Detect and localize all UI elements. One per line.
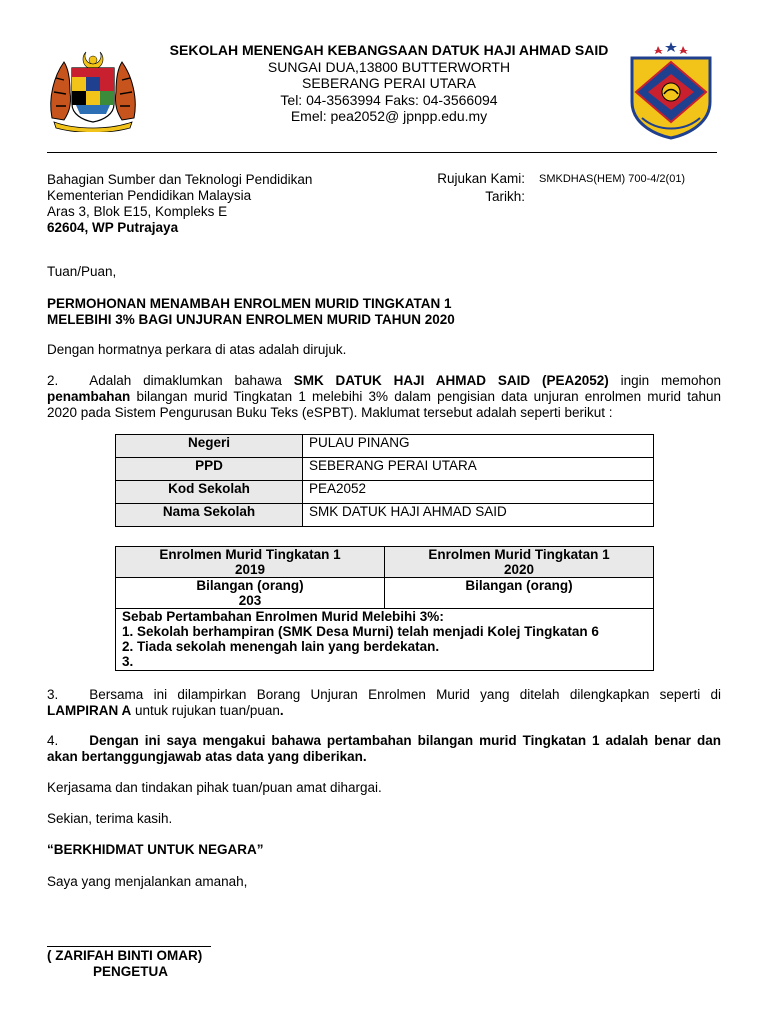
paragraph-4 xyxy=(47,733,721,765)
reason-item: 2. Tiada sekolah menengah lain yang berdekatan. xyxy=(122,639,440,654)
para2-text-2: ingin memohon xyxy=(608,373,721,388)
enrol-count-2020 xyxy=(385,578,654,609)
school-crest-icon xyxy=(628,40,714,140)
info-label: PPD xyxy=(116,458,303,481)
reference-block xyxy=(400,170,730,205)
para2-text-1: Adalah dimaklumkan bahawa xyxy=(89,373,294,388)
reason-item: 1. Sekolah berhampiran (SMK Desa Murni) telah menjadi Kolej Tingkatan 6 xyxy=(122,624,599,639)
recipient-line-2: Kementerian Pendidikan Malaysia xyxy=(47,188,252,203)
para4-number: 4. xyxy=(47,733,59,748)
header-divider xyxy=(47,152,717,153)
reason-title: Sebab Pertambahan Enrolmen Murid Melebihi 3%: xyxy=(122,609,444,624)
info-label: Nama Sekolah xyxy=(116,504,303,527)
signature-line xyxy=(47,946,211,947)
para3-text-2: untuk rujukan tuan/puan xyxy=(131,703,280,718)
enrol-header-text: Enrolmen Murid Tingkatan 1 xyxy=(428,547,610,562)
para2-number: 2. xyxy=(47,373,59,388)
info-label: Negeri xyxy=(116,435,303,458)
subject-line-2: MELEBIHI 3% BAGI UNJURAN ENROLMEN MURID TAHUN 2020 xyxy=(47,312,455,327)
enrol-count-2019 xyxy=(116,578,385,609)
para2-school: SMK DATUK HAJI AHMAD SAID (PEA2052) xyxy=(293,373,609,388)
paragraph-1: Dengan hormatnya perkara di atas adalah dirujuk. xyxy=(47,342,347,357)
enrol-header-year: 2020 xyxy=(503,562,535,577)
closing: Saya yang menjalankan amanah, xyxy=(47,874,248,889)
table-row xyxy=(116,481,654,504)
signatory-name: ( ZARIFAH BINTI OMAR) xyxy=(47,948,203,963)
table-row xyxy=(116,504,654,527)
info-value: PEA2052 xyxy=(303,481,654,504)
para4-text: Dengan ini saya mengakui bahawa pertambahan bilangan murid Tingkatan 1 adalah benar dan akan bertanggungjawab atas data yang diberikan. xyxy=(47,733,721,764)
paragraph-3 xyxy=(47,687,721,719)
school-address: SUNGAI DUA,13800 BUTTERWORTH xyxy=(267,58,511,75)
enrolment-table xyxy=(115,546,654,671)
motto: “BERKHIDMAT UNTUK NEGARA” xyxy=(47,842,264,857)
table-row xyxy=(116,435,654,458)
paragraph-6: Sekian, terima kasih. xyxy=(47,811,173,826)
subject xyxy=(47,296,455,328)
paragraph-5: Kerjasama dan tindakan pihak tuan/puan amat dihargai. xyxy=(47,780,382,795)
para3-text-1: Bersama ini dilampirkan Borang Unjuran Enrolmen Murid yang ditelah dilengkapkan seperti di xyxy=(89,687,721,702)
para2-text-3: bilangan murid Tingkatan 1 melebihi 3% dalam pengisian data unjuran enrolmen murid tahun 2020 pada Sistem Pengurusan Buku Teks (eSPBT). Maklumat tersebut adalah seperti berikut : xyxy=(47,389,721,420)
coat-of-arms-icon xyxy=(46,48,140,132)
table-row xyxy=(116,578,654,609)
info-value: SEBERANG PERAI UTARA xyxy=(303,458,654,481)
table-row xyxy=(116,547,654,578)
info-value: SMK DATUK HAJI AHMAD SAID xyxy=(303,504,654,527)
info-label: Kod Sekolah xyxy=(116,481,303,504)
school-phone-fax: Tel: 04-3563994 Faks: 04-3566094 xyxy=(280,91,498,108)
enrol-header-text: Enrolmen Murid Tingkatan 1 xyxy=(159,547,341,562)
letterhead xyxy=(150,42,628,125)
table-row xyxy=(116,458,654,481)
signatory-title: PENGETUA xyxy=(93,964,169,979)
rujukan-value: SMKDHAS(HEM) 700-4/2(01) xyxy=(539,173,686,185)
school-district: SEBERANG PERAI UTARA xyxy=(301,75,476,91)
enrol-sub-label: Bilangan (orang) xyxy=(465,578,573,593)
recipient-line-4: 62604, WP Putrajaya xyxy=(47,220,179,235)
enrol-header-2020 xyxy=(385,547,654,578)
rujukan-label: Rujukan Kami: xyxy=(437,171,525,186)
table-row xyxy=(116,609,654,671)
recipient-address xyxy=(47,172,312,236)
recipient-line-1: Bahagian Sumber dan Teknologi Pendidikan xyxy=(47,172,313,187)
para3-number: 3. xyxy=(47,687,59,702)
paragraph-2 xyxy=(47,373,721,421)
reason-item: 3. xyxy=(122,654,134,669)
enrol-value: 203 xyxy=(238,593,262,608)
para3-lampiran: LAMPIRAN A xyxy=(47,703,132,718)
salutation: Tuan/Puan, xyxy=(47,264,117,279)
subject-line-1: PERMOHONAN MENAMBAH ENROLMEN MURID TINGKATAN 1 xyxy=(47,296,452,311)
recipient-line-3: Aras 3, Blok E15, Kompleks E xyxy=(47,204,228,219)
tarikh-label: Tarikh: xyxy=(485,189,525,204)
reason-cell xyxy=(116,609,654,671)
info-value: PULAU PINANG xyxy=(303,435,654,458)
enrol-header-year: 2019 xyxy=(234,562,266,577)
para3-end: . xyxy=(279,703,284,718)
enrol-sub-label: Bilangan (orang) xyxy=(196,578,304,593)
para2-penambahan: penambahan xyxy=(47,389,131,404)
school-name: SEKOLAH MENENGAH KEBANGSAAN DATUK HAJI AHMAD SAID xyxy=(169,42,609,58)
enrol-header-2019 xyxy=(116,547,385,578)
school-email: Emel: pea2052@ jpnpp.edu.my xyxy=(290,108,488,124)
school-info-table xyxy=(115,434,654,527)
